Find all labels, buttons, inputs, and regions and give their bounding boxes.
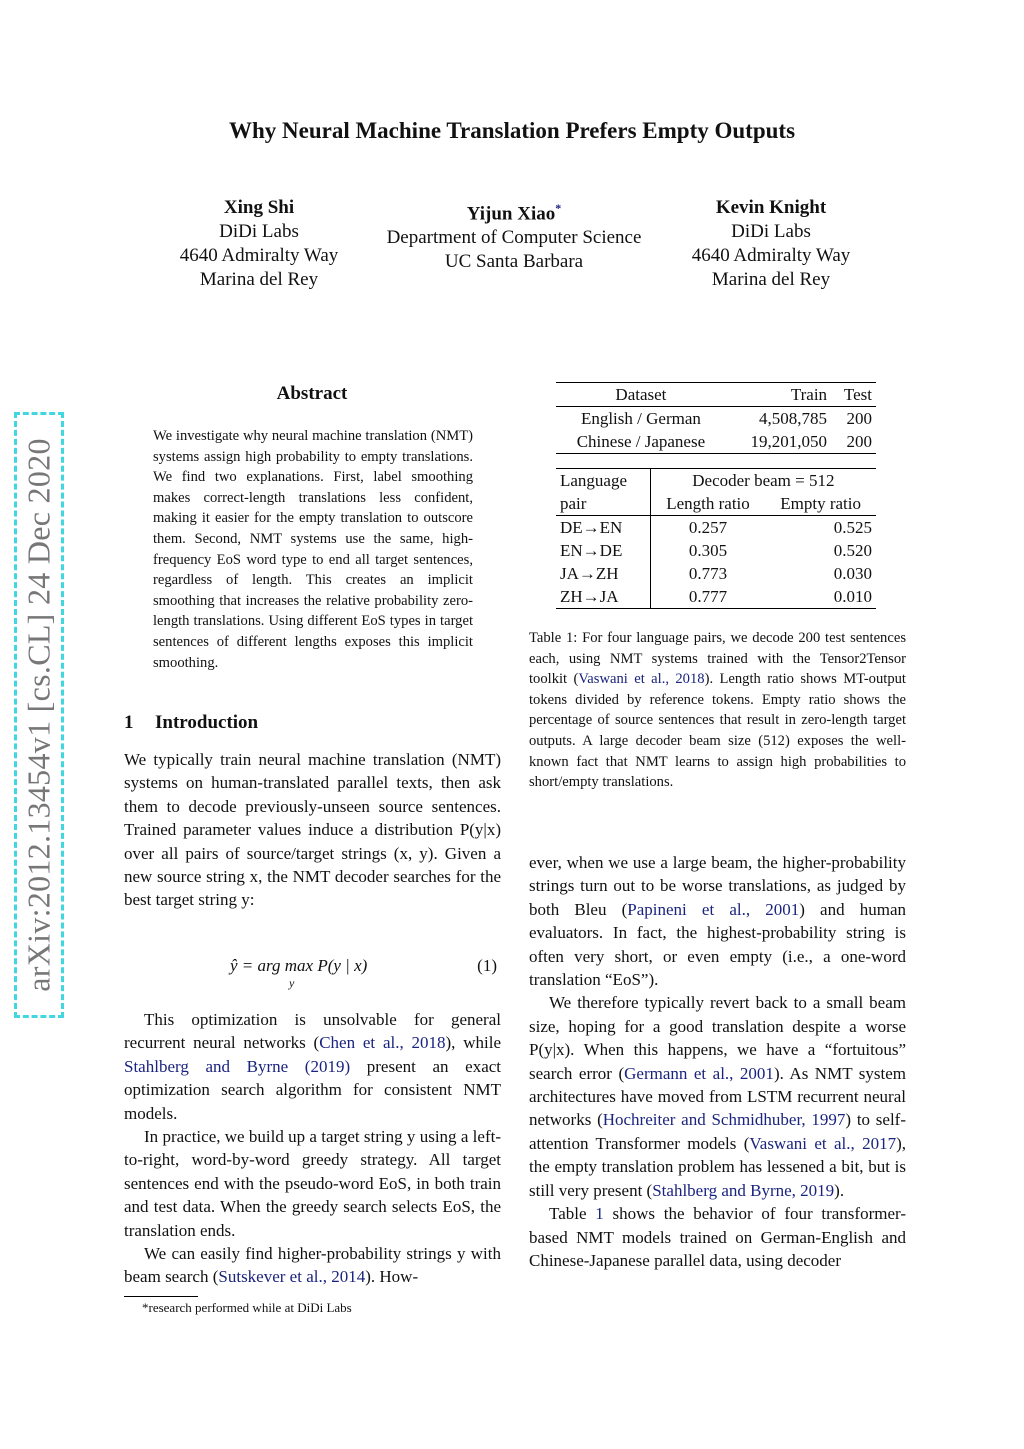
abstract-text: We investigate why neural machine translation (NMT) systems assign high probability to empty translations. We find two explanations. First, label smoothing makes correct-length translations less confident, making it easier for the empty translation to outscore them. Second, NMT systems use the same, high-frequency EoS word type to end all target sentences, regardless of length. This creates an implicit smoothing that increases the relative probability zero-length translations. Using different EoS types in target sentences of different lengths exposes this implicit smoothing.	[153, 428, 473, 671]
table-row	[556, 516, 876, 540]
table-beam-results	[556, 468, 876, 609]
citation-link[interactable]: Chen et al., 2018	[319, 1033, 446, 1053]
table-cell: 0.525	[833, 518, 872, 537]
section-heading	[124, 712, 258, 734]
intro-paragraph-2: This optimization is unsolvable for general recurrent neural networks (Chen et al., 2018), while Stahlberg and Byrne (2019) present an exact optimization search algorithm for consistent NMT models.	[124, 1010, 502, 1123]
equation-expression: ŷ = arg max P(y | x)	[230, 956, 368, 975]
citation-link[interactable]: Stahlberg and Byrne, 2019	[652, 1180, 835, 1200]
author-block-3	[601, 196, 941, 292]
left-column-bottom	[124, 1008, 501, 1289]
table-caption: Table 1: For four language pairs, we decode 200 test sentences each, using NMT systems trained with the Tensor2Tensor toolkit (Vaswani et al., 2018). Length ratio shows MT-output tokens divided by reference tokens. Empty ratio shows the percentage of source sentences that result in zero-length target outputs. A large decoder beam size (512) exposes the well-known fact that NMT learns to assign high probabilities to short/empty translations.	[529, 630, 906, 791]
citation-link[interactable]: Germann et al., 2001	[624, 1063, 774, 1083]
table-cell: ZH→JA	[556, 585, 650, 609]
intro-paragraph-4: We can easily find higher-probability strings y with beam search (Sutskever et al., 2014). How-	[124, 1244, 501, 1287]
left-column-top	[124, 748, 501, 912]
table-cell: DE→EN	[556, 516, 650, 540]
table-header-cell: Test	[831, 383, 876, 407]
table-cell: 0.520	[833, 541, 872, 560]
author-name: Kevin Knight	[715, 197, 827, 218]
table-header-cell: pair	[556, 492, 650, 516]
table-cell: 0.777	[688, 587, 728, 606]
table-header-cell: Dataset	[556, 383, 726, 407]
table-cell: Chinese / Japanese	[576, 432, 706, 451]
section-title: Introduction	[155, 712, 259, 733]
abstract-heading: Abstract	[276, 383, 348, 404]
table-cell: JA→ZH	[556, 562, 650, 585]
author-city: Marina del Rey	[199, 269, 319, 290]
author-footnote-mark[interactable]: *	[555, 201, 562, 215]
citation-link[interactable]: Papineni et al., 2001	[627, 899, 800, 919]
table-row	[556, 585, 876, 609]
author-affiliation: DiDi Labs	[219, 221, 299, 242]
arxiv-id: arXiv:2012.13454v1 [cs.CL] 24 Dec 2020	[20, 438, 57, 992]
footnote-rule	[124, 1296, 198, 1297]
author-affiliation: DiDi Labs	[731, 221, 811, 242]
table-row	[556, 407, 876, 431]
section-number: 1	[124, 712, 134, 733]
author-name: Yijun Xiao	[466, 203, 556, 225]
citation-link[interactable]: Sutskever et al., 2014	[218, 1267, 366, 1287]
citation-link[interactable]: Stahlberg and Byrne (2019)	[124, 1056, 351, 1076]
table-cell: 200	[846, 409, 872, 428]
author-affiliation-university: UC Santa Barbara	[444, 251, 584, 273]
citation-link[interactable]: Vaswani et al., 2018	[578, 671, 705, 688]
table-group-header: Decoder beam = 512	[692, 471, 835, 490]
table-cell: 0.257	[688, 518, 728, 537]
table-datasets	[556, 382, 876, 454]
intro-paragraph-3: In practice, we build up a target string y using a left-to-right, word-by-word greedy strategy. All target sentences end with the pseudo-word EoS, in both train and test data. When the greedy search selects EoS, the translation ends.	[124, 1127, 501, 1240]
paper-title: Why Neural Machine Translation Prefers Empty Outputs	[228, 118, 796, 143]
footnote: *research performed while at DiDi Labs	[142, 1300, 352, 1315]
table-header-cell: Empty ratio	[765, 492, 876, 516]
arxiv-stamp[interactable]	[14, 412, 64, 1018]
table-cell: 0.010	[833, 587, 872, 606]
right-paragraph-1: ever, when we use a large beam, the higher-probability strings turn out to be worse translations, as judged by both Bleu (Papineni et al., 2001) and human evaluators. In fact, the highest-probability string is often very short, or even empty (i.e., a one-word translation “EoS”).	[529, 853, 906, 990]
equation-subscript: y	[289, 976, 295, 990]
right-paragraph-3: Table 1 shows the behavior of four transformer-based NMT models trained on German-English and Chinese-Japanese parallel data, using decoder	[529, 1204, 906, 1270]
table-row	[556, 539, 876, 562]
citation-link[interactable]: Vaswani et al., 2017	[749, 1133, 897, 1153]
table-cell: 4,508,785	[759, 409, 828, 428]
right-column	[529, 851, 906, 1272]
table-cell: English / German	[580, 409, 701, 428]
table-header-row	[556, 469, 876, 493]
author-affiliation: Department of Computer Science	[386, 227, 642, 249]
table-reference-link[interactable]: 1	[595, 1204, 604, 1224]
author-address: 4640 Admiralty Way	[179, 245, 339, 266]
table-cell: 0.773	[688, 564, 728, 583]
table-subheader-row	[556, 492, 876, 516]
equation-number: (1)	[477, 956, 497, 975]
author-name: Xing Shi	[223, 197, 295, 218]
author-address: 4640 Admiralty Way	[691, 245, 851, 266]
citation-link[interactable]: Hochreiter and Schmidhuber, 1997	[602, 1110, 846, 1130]
table-cell: EN→DE	[556, 539, 650, 562]
table-cell: 200	[846, 432, 872, 451]
right-paragraph-2: We therefore typically revert back to a small beam size, hoping for a good translation despite a worse P(y|x). When this happens, we have a “fortuitous” search error (Germann et al., 2001). As NMT system architectures have moved from LSTM recurrent neural networks (Hochreiter and Schmidhuber, 1997) to self-attention Transformer models (Vaswani et al., 2017), the empty translation problem has lessened a bit, but is still very present (Stahlberg and Byrne, 2019).	[529, 993, 907, 1200]
table-cell: 19,201,050	[750, 432, 828, 451]
table-cell: 0.030	[833, 564, 872, 583]
table-header-cell: Length ratio	[650, 492, 765, 516]
table-cell: 0.305	[688, 541, 728, 560]
table-row	[556, 562, 876, 585]
intro-paragraph-1: We typically train neural machine translation (NMT) systems on human-translated parallel texts, then ask them to decode previously-unseen source sentences. Trained parameter values induce a distribution P(y|x) over all pairs of source/target strings (x, y). Given a new source string x, the NMT decoder searches for the best target string y:	[124, 750, 501, 910]
table-header-cell: Train	[726, 383, 831, 407]
table-header-cell: Language	[556, 469, 650, 493]
table-row	[556, 430, 876, 454]
author-city: Marina del Rey	[711, 269, 831, 290]
table-header-row	[556, 383, 876, 407]
